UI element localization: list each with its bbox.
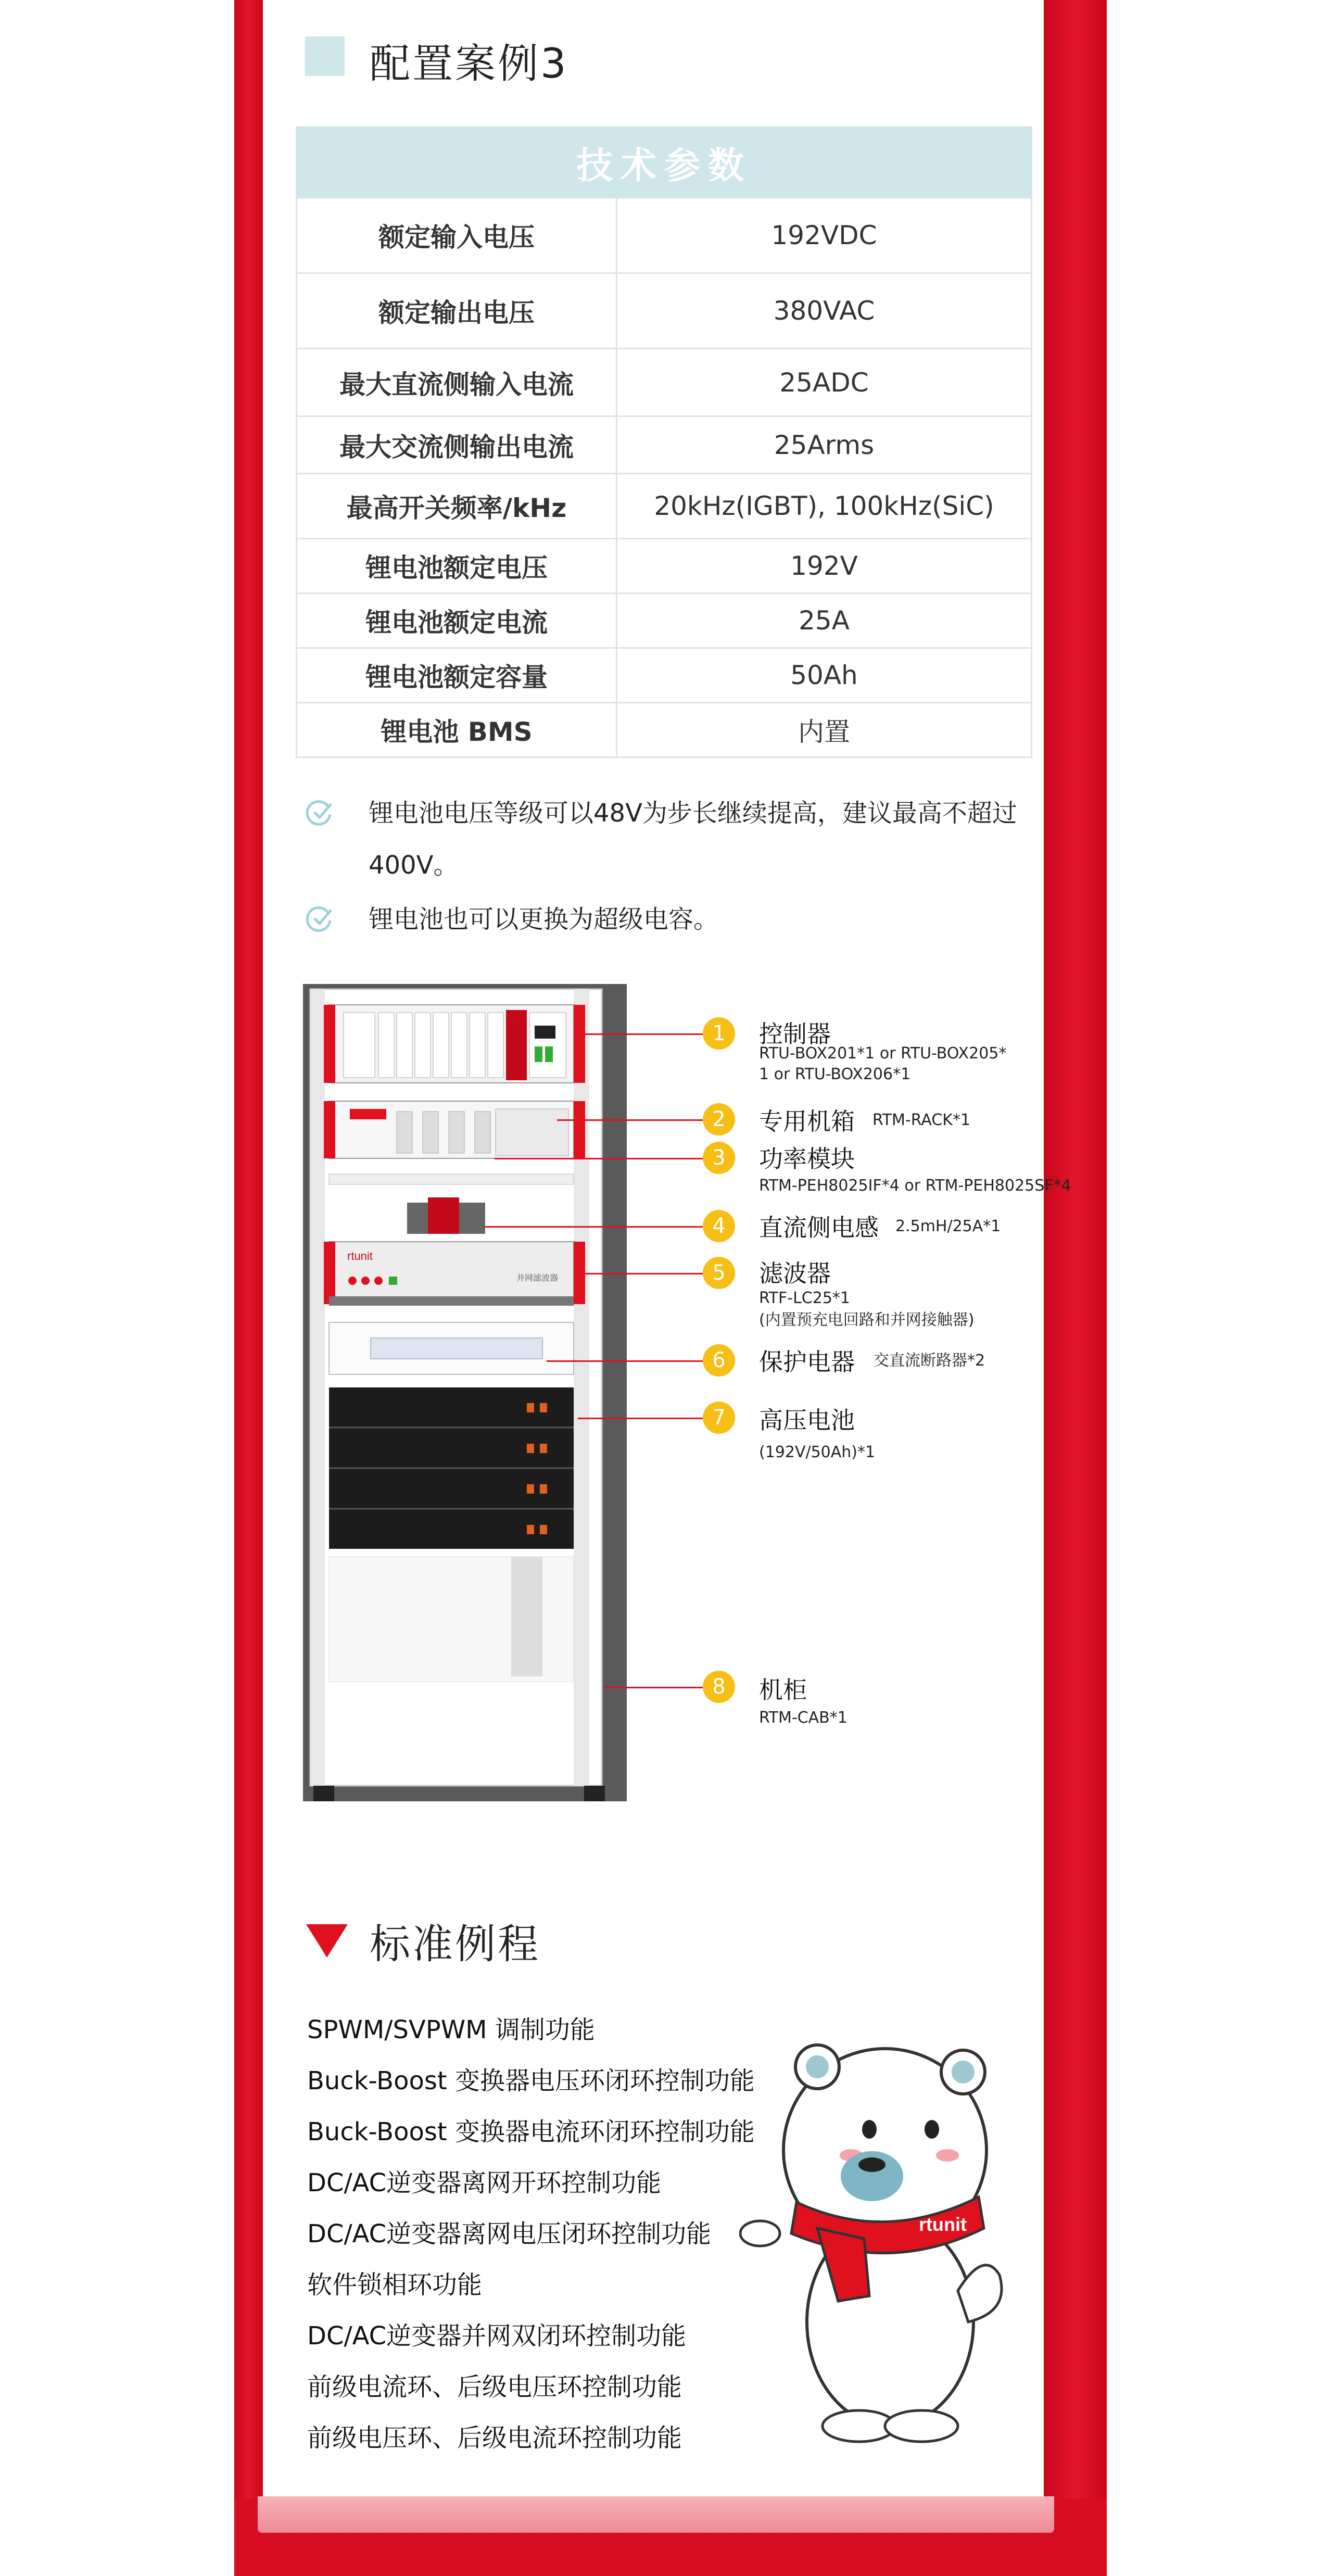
callout-sub: RTM-CAB*1: [759, 1709, 847, 1727]
left-margin: [0, 0, 234, 2576]
callout-title: 保护电器: [759, 1348, 855, 1376]
list-item: DC/AC逆变器离网电压闭环控制功能: [307, 2219, 712, 2249]
callout-number: 8: [703, 1671, 735, 1703]
param-name: 最大交流侧输出电流: [297, 416, 617, 474]
callout-sub: (内置预充电回路和并网接触器): [759, 1311, 975, 1329]
list-item: Buck-Boost 变换器电流环闭环控制功能: [307, 2117, 755, 2146]
list-item: 前级电流环、后级电压环控制功能: [307, 2372, 682, 2402]
param-name: 锂电池额定电压: [297, 539, 617, 594]
param-value: 25Arms: [617, 416, 1032, 474]
callout-title: 控制器: [759, 1020, 831, 1048]
check-circle-icon: [306, 905, 334, 933]
leader-line: [578, 1418, 703, 1419]
callout-inline: RTM-RACK*1: [872, 1111, 971, 1129]
filter-unit: [324, 1242, 585, 1306]
table-row: [297, 594, 1032, 648]
table-row: [297, 198, 1032, 273]
section-square-icon: [305, 36, 345, 76]
callout-number: 4: [703, 1210, 735, 1242]
table-row: [297, 416, 1032, 474]
callout-title: 专用机箱: [759, 1107, 855, 1135]
callout-sub: 1 or RTU-BOX206*1: [759, 1065, 911, 1083]
check-circle-icon: [306, 799, 334, 827]
list-item: DC/AC逆变器并网双闭环控制功能: [307, 2321, 687, 2351]
cabinet-illustration: [303, 984, 627, 1807]
param-value: 25A: [617, 594, 1032, 648]
section-title-routines: 标准例程: [370, 1921, 541, 1968]
param-name: 最高开关频率/kHz: [297, 474, 617, 539]
callout-inline: 交直流断路器*2: [874, 1352, 985, 1370]
param-value: 192V: [617, 539, 1032, 594]
param-name: 额定输入电压: [297, 198, 617, 273]
section-title-config: 配置案例3: [370, 41, 568, 87]
callout-sub: RTM-PEH8025IF*4 or RTM-PEH8025SF*4: [759, 1177, 1071, 1195]
param-name: 最大直流侧输入电流: [297, 349, 617, 416]
callout-title: 功率模块: [759, 1145, 855, 1173]
param-value: 25ADC: [617, 349, 1032, 416]
table-row: [297, 474, 1032, 539]
callout-sub: RTF-LC25*1: [759, 1289, 850, 1307]
rack-chassis: [324, 1101, 585, 1158]
callout-number: 2: [703, 1103, 735, 1135]
param-value: 192VDC: [617, 198, 1032, 273]
list-item: SPWM/SVPWM 调制功能: [307, 2015, 595, 2044]
tech-params-table: [296, 127, 1032, 758]
leader-line: [547, 1360, 703, 1362]
callout-number: 7: [703, 1401, 735, 1434]
list-item: 软件锁相环功能: [307, 2270, 483, 2300]
table-row: [297, 703, 1032, 757]
callout-title: 机柜: [759, 1676, 807, 1704]
callout-number: 3: [703, 1142, 735, 1174]
param-value: 50Ah: [617, 648, 1032, 703]
leader-line: [484, 1226, 703, 1228]
right-red-border: [1044, 0, 1107, 2576]
callout-title: 直流侧电感: [759, 1214, 879, 1242]
callout-title: 滤波器: [759, 1259, 831, 1287]
protection-breakers: [329, 1322, 574, 1374]
leader-line: [604, 1687, 703, 1688]
leader-line: [557, 1119, 703, 1121]
table-row: [297, 648, 1032, 703]
bottom-pink-band: [258, 2496, 1054, 2533]
note-text: 锂电池也可以更换为超级电容。: [369, 905, 719, 934]
table-row: [297, 539, 1032, 594]
callout-number: 5: [703, 1257, 735, 1289]
callout-title: 高压电池: [759, 1406, 855, 1434]
param-name: 锂电池额定容量: [297, 648, 617, 703]
controller-unit: [324, 1005, 585, 1083]
callout-inline: 2.5mH/25A*1: [895, 1217, 1001, 1235]
table-row: [297, 273, 1032, 349]
note-text: 锂电池电压等级可以48V为步长继续提高，建议最高不超过400V。: [369, 799, 1017, 880]
callout-number: 1: [703, 1017, 735, 1050]
param-value: 内置: [617, 703, 1032, 757]
table-row: [297, 349, 1032, 416]
rack-logo: rtunit: [347, 1249, 373, 1262]
param-name: 锂电池额定电流: [297, 594, 617, 648]
leader-line: [578, 1273, 703, 1274]
hv-battery: [329, 1387, 574, 1549]
list-item: DC/AC逆变器离网开环控制功能: [307, 2168, 662, 2198]
leader-line: [495, 1158, 703, 1159]
list-item: 前级电压环、后级电流环控制功能: [307, 2423, 682, 2453]
right-margin: [1107, 0, 1341, 2576]
callout-sub: (192V/50Ah)*1: [759, 1443, 876, 1461]
param-name: 锂电池 BMS: [297, 703, 617, 757]
filter-label: 并网滤波器: [516, 1273, 559, 1283]
left-red-border: [234, 0, 263, 2576]
section-triangle-icon: [306, 1924, 348, 1958]
list-item: Buck-Boost 变换器电压环闭环控制功能: [307, 2066, 755, 2095]
scarf-logo: rtunit: [919, 2214, 967, 2235]
leader-line: [578, 1033, 703, 1035]
callout-number: 6: [703, 1344, 735, 1377]
param-name: 额定输出电压: [297, 273, 617, 349]
table-header: 技术参数: [297, 128, 1032, 198]
polar-bear-mascot: [739, 2030, 1031, 2447]
param-value: 20kHz(IGBT), 100kHz(SiC): [617, 474, 1032, 539]
param-value: 380VAC: [617, 273, 1032, 349]
callout-sub: RTU-BOX201*1 or RTU-BOX205*: [759, 1044, 1007, 1063]
